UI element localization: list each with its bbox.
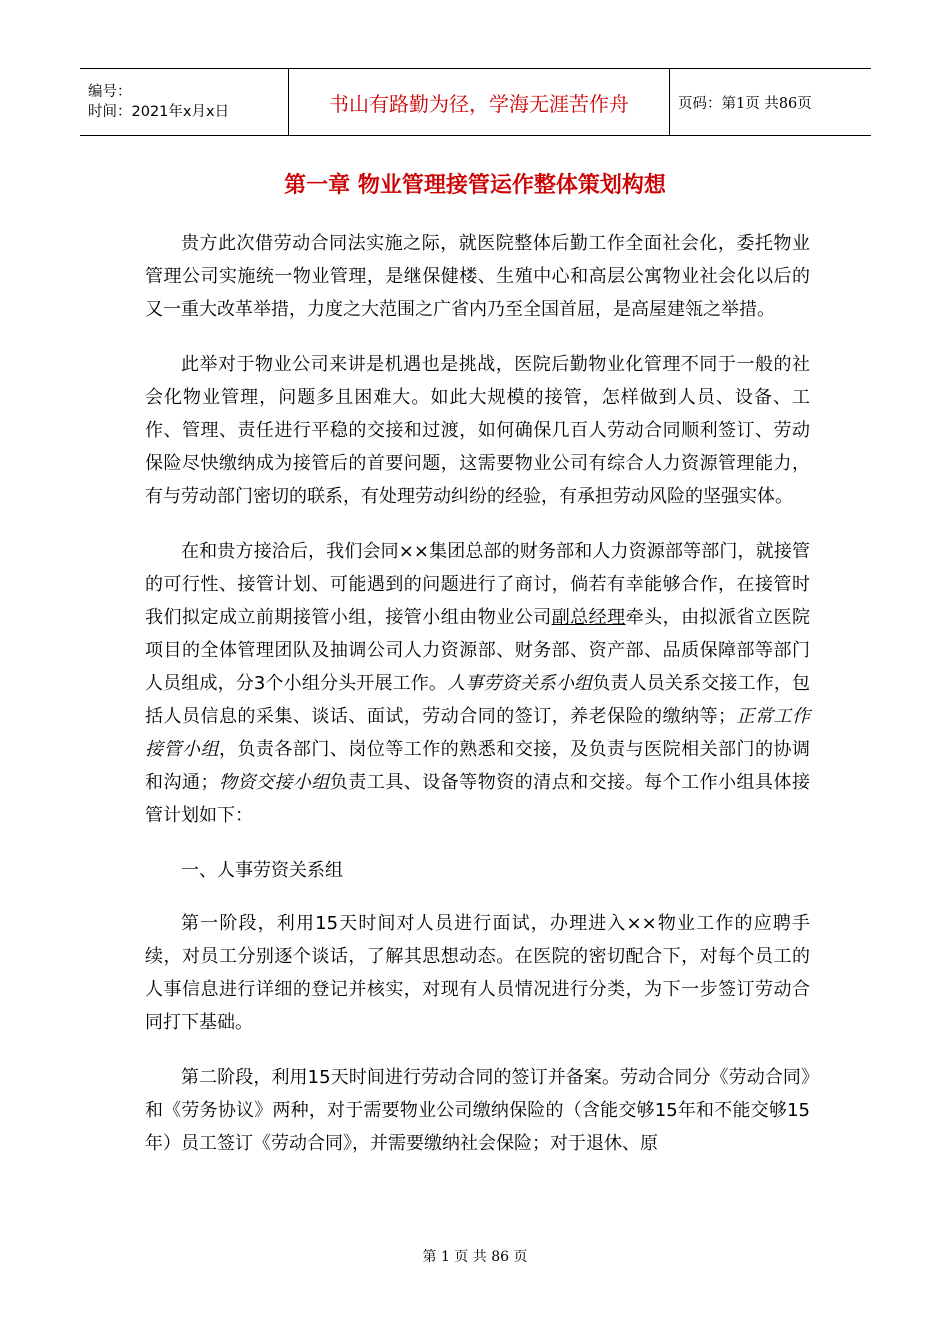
page-footer: 第 1 页 共 86 页 (422, 1249, 528, 1265)
document-header (80, 68, 871, 136)
paragraph-3-part-g: ，负责各部门、岗位等工作的熟悉和交接，及负责与医院相关部门的协调和沟通； (145, 739, 811, 793)
paragraph-1: 贵方此次借劳动合同法实施之际，就医院整体后勤工作全面社会化，委托物业管理公司实施统一物业管理，是继保健楼、生殖中心和高层公寓物业社会化以后的又一重大改革举措，力度之大范围之广省内乃至全国首屈，是高屋建瓴之举措。 (145, 233, 810, 320)
serial-number-label: 编号： (88, 84, 132, 100)
paragraph-4: 第一阶段，利用15天时间对人员进行面试，办理进入××物业工作的应聘手续，对员工分别逐个谈话，了解其思想动态。在医院的密切配合下，对每个员工的人事信息进行详细的登记并核实，对现有人员情况进行分类，为下一步签订劳动合同打下基础。 (145, 913, 810, 1033)
section-heading-1: 一、人事劳资关系组 (181, 860, 343, 881)
paragraph-3-part-c: 牵头，由拟派省立医院项目的全体管理团队及抽调公司人力资源部、财务部、资产部、品质保障部等部门人员组成，分3个小组分头开展工作。 (145, 607, 811, 694)
page-info-text: 页码：第1页 共86页 (678, 95, 812, 112)
paragraph-3-part-i: 负责工具、设备等物资的清点和交接。每个工作小组具体接管计划如下： (145, 772, 811, 826)
header-meta-cell (80, 69, 289, 136)
motto-cell (289, 69, 670, 136)
paragraph-5: 第二阶段，利用15天时间进行劳动合同的签订并备案。劳动合同分《劳动合同》和《劳务协议》两种，对于需要物业公司缴纳保险的（含能交够15年和不能交够15年）员工签订《劳动合同》，并需要缴纳社会保险；对于退休、原 (145, 1067, 810, 1154)
chapter-title: 第一章 物业管理接管运作整体策划构想 (284, 173, 666, 198)
paragraph-3-part-e: 负责人员关系交接工作，包括人员信息的采集、谈话、面试，劳动合同的签订，养老保险的缴纳等； (145, 673, 811, 727)
page-info-cell (670, 69, 872, 136)
time-label: 时间：2021年x月x日 (88, 104, 230, 120)
document-body (145, 227, 810, 1182)
paragraph-3 (145, 535, 810, 832)
paragraph-2: 此举对于物业公司来讲是机遇也是挑战，医院后勤物业化管理不同于一般的社会化物业管理，问题多且困难大。如此大规模的接管，怎样做到人员、设备、工作、管理、责任进行平稳的交接和过渡，如何确保几百人劳动合同顺利签订、劳动保险尽快缴纳成为接管后的首要问题，这需要物业公司有综合人力资源管理能力，有与劳动部门密切的联系，有处理劳动纠纷的经验，有承担劳动风险的坚强实体。 (145, 354, 810, 507)
paragraph-3-part-a: 在和贵方接洽后，我们会同××集团总部的财务部和人力资源部等部门，就接管的可行性、接管计划、可能遇到的问题进行了商讨，倘若有幸能够合作，在接管时我们拟定成立前期接管小组，接管小组由物业公司 (145, 541, 810, 628)
materials-group-term: 物资交接小组 (218, 772, 330, 793)
motto-text: 书山有路勤为径，学海无涯苦作舟 (329, 91, 629, 116)
vice-gm-link[interactable]: 副总经理 (551, 607, 626, 628)
work-group-term: 正常工作接管小组 (145, 706, 811, 760)
hr-group-term: 人事劳资关系小组 (447, 673, 593, 694)
